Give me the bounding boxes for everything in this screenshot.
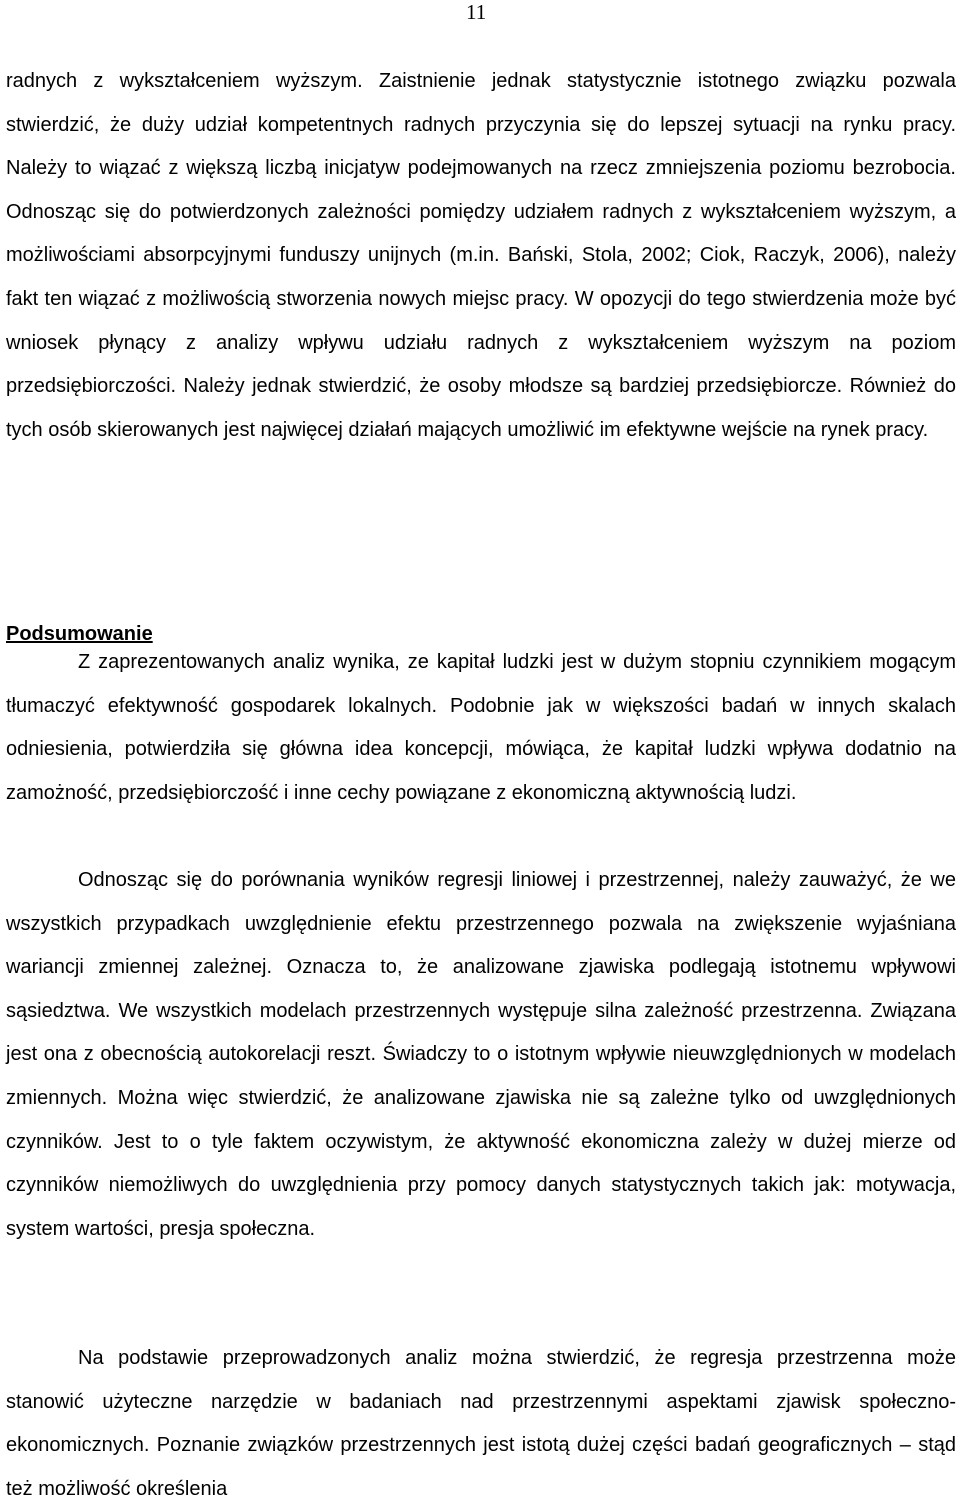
intro-paragraph: radnych z wykształceniem wyższym. Zaistnienie jednak statystycznie istotnego związku pozwala stwierdzić, że duży udział kompetentnych radnych przyczynia się do lepszej sytuacji na rynku pracy. Należy to wiązać z większą liczbą inicjatyw podejmowanych na rzecz zmniejszenia poziomu bezrobocia. Odnosząc się do potwierdzonych zależności pomiędzy udziałem radnych z wykształceniem wyższym, a możliwościami absorpcyjnymi funduszy unijnych (m.in. Bański, Stola, 2002; Ciok, Raczyk, 2006), należy fakt ten wiązać z możliwością stworzenia nowych miejsc pracy. W opozycji do tego stwierdzenia może być wniosek płynący z analizy wpływu udziału radnych z wykształceniem wyższym na poziom przedsiębiorczości. Należy jednak stwierdzić, że osoby młodsze są bardziej przedsiębiorcze. Również do tych osób skierowanych jest najwięcej działań mających umożliwić im efektywne wejście na rynek pracy.: [6, 70, 956, 441]
section-heading-summary: Podsumowanie: [6, 623, 153, 645]
summary-paragraph-1: Z zaprezentowanych analiz wynika, ze kapitał ludzki jest w dużym stopniu czynnikiem mogącym tłumaczyć efektywność gospodarek lokalnych. Podobnie jak w większości badań w innych skalach odniesienia, potwierdziła się główna idea koncepcji, mówiąca, że kapitał ludzki wpływa dodatnio na zamożność, przedsiębiorczość i inne cechy powiązane z ekonomiczną aktywnością ludzi.: [6, 651, 956, 804]
summary-paragraph-2: Odnosząc się do porównania wyników regresji liniowej i przestrzennej, należy zauważyć, że we wszystkich przypadkach uwzględnienie efektu przestrzennego pozwala na zwiększenie wyjaśniana wariancji zmiennej zależnej. Oznacza to, że analizowane zjawiska podlegają istotnemu wpływowi sąsiedztwa. We wszystkich modelach przestrzennych występuje silna zależność przestrzenna. Związana jest ona z obecnością autokorelacji reszt. Świadczy to o istotnym wpływie nieuwzględnionych w modelach zmiennych. Można więc stwierdzić, że analizowane zjawiska nie są zależne tylko od uwzględnionych czynników. Jest to o tyle faktem oczywistym, że aktywność ekonomiczna zależy w dużej mierze od czynników niemożliwych do uwzględnienia przy pomocy danych statystycznych takich jak: motywacja, system wartości, presja społeczna.: [6, 869, 956, 1240]
summary-paragraph-3: Na podstawie przeprowadzonych analiz można stwierdzić, że regresja przestrzenna może stanowić użyteczne narzędzie w badaniach nad przestrzennymi aspektami zjawisk społeczno-ekonomicznych. Poznanie związków przestrzennych jest istotą dużej części badań geograficznych – stąd też możliwość określenia: [6, 1347, 956, 1500]
page-number: 11: [466, 0, 487, 24]
